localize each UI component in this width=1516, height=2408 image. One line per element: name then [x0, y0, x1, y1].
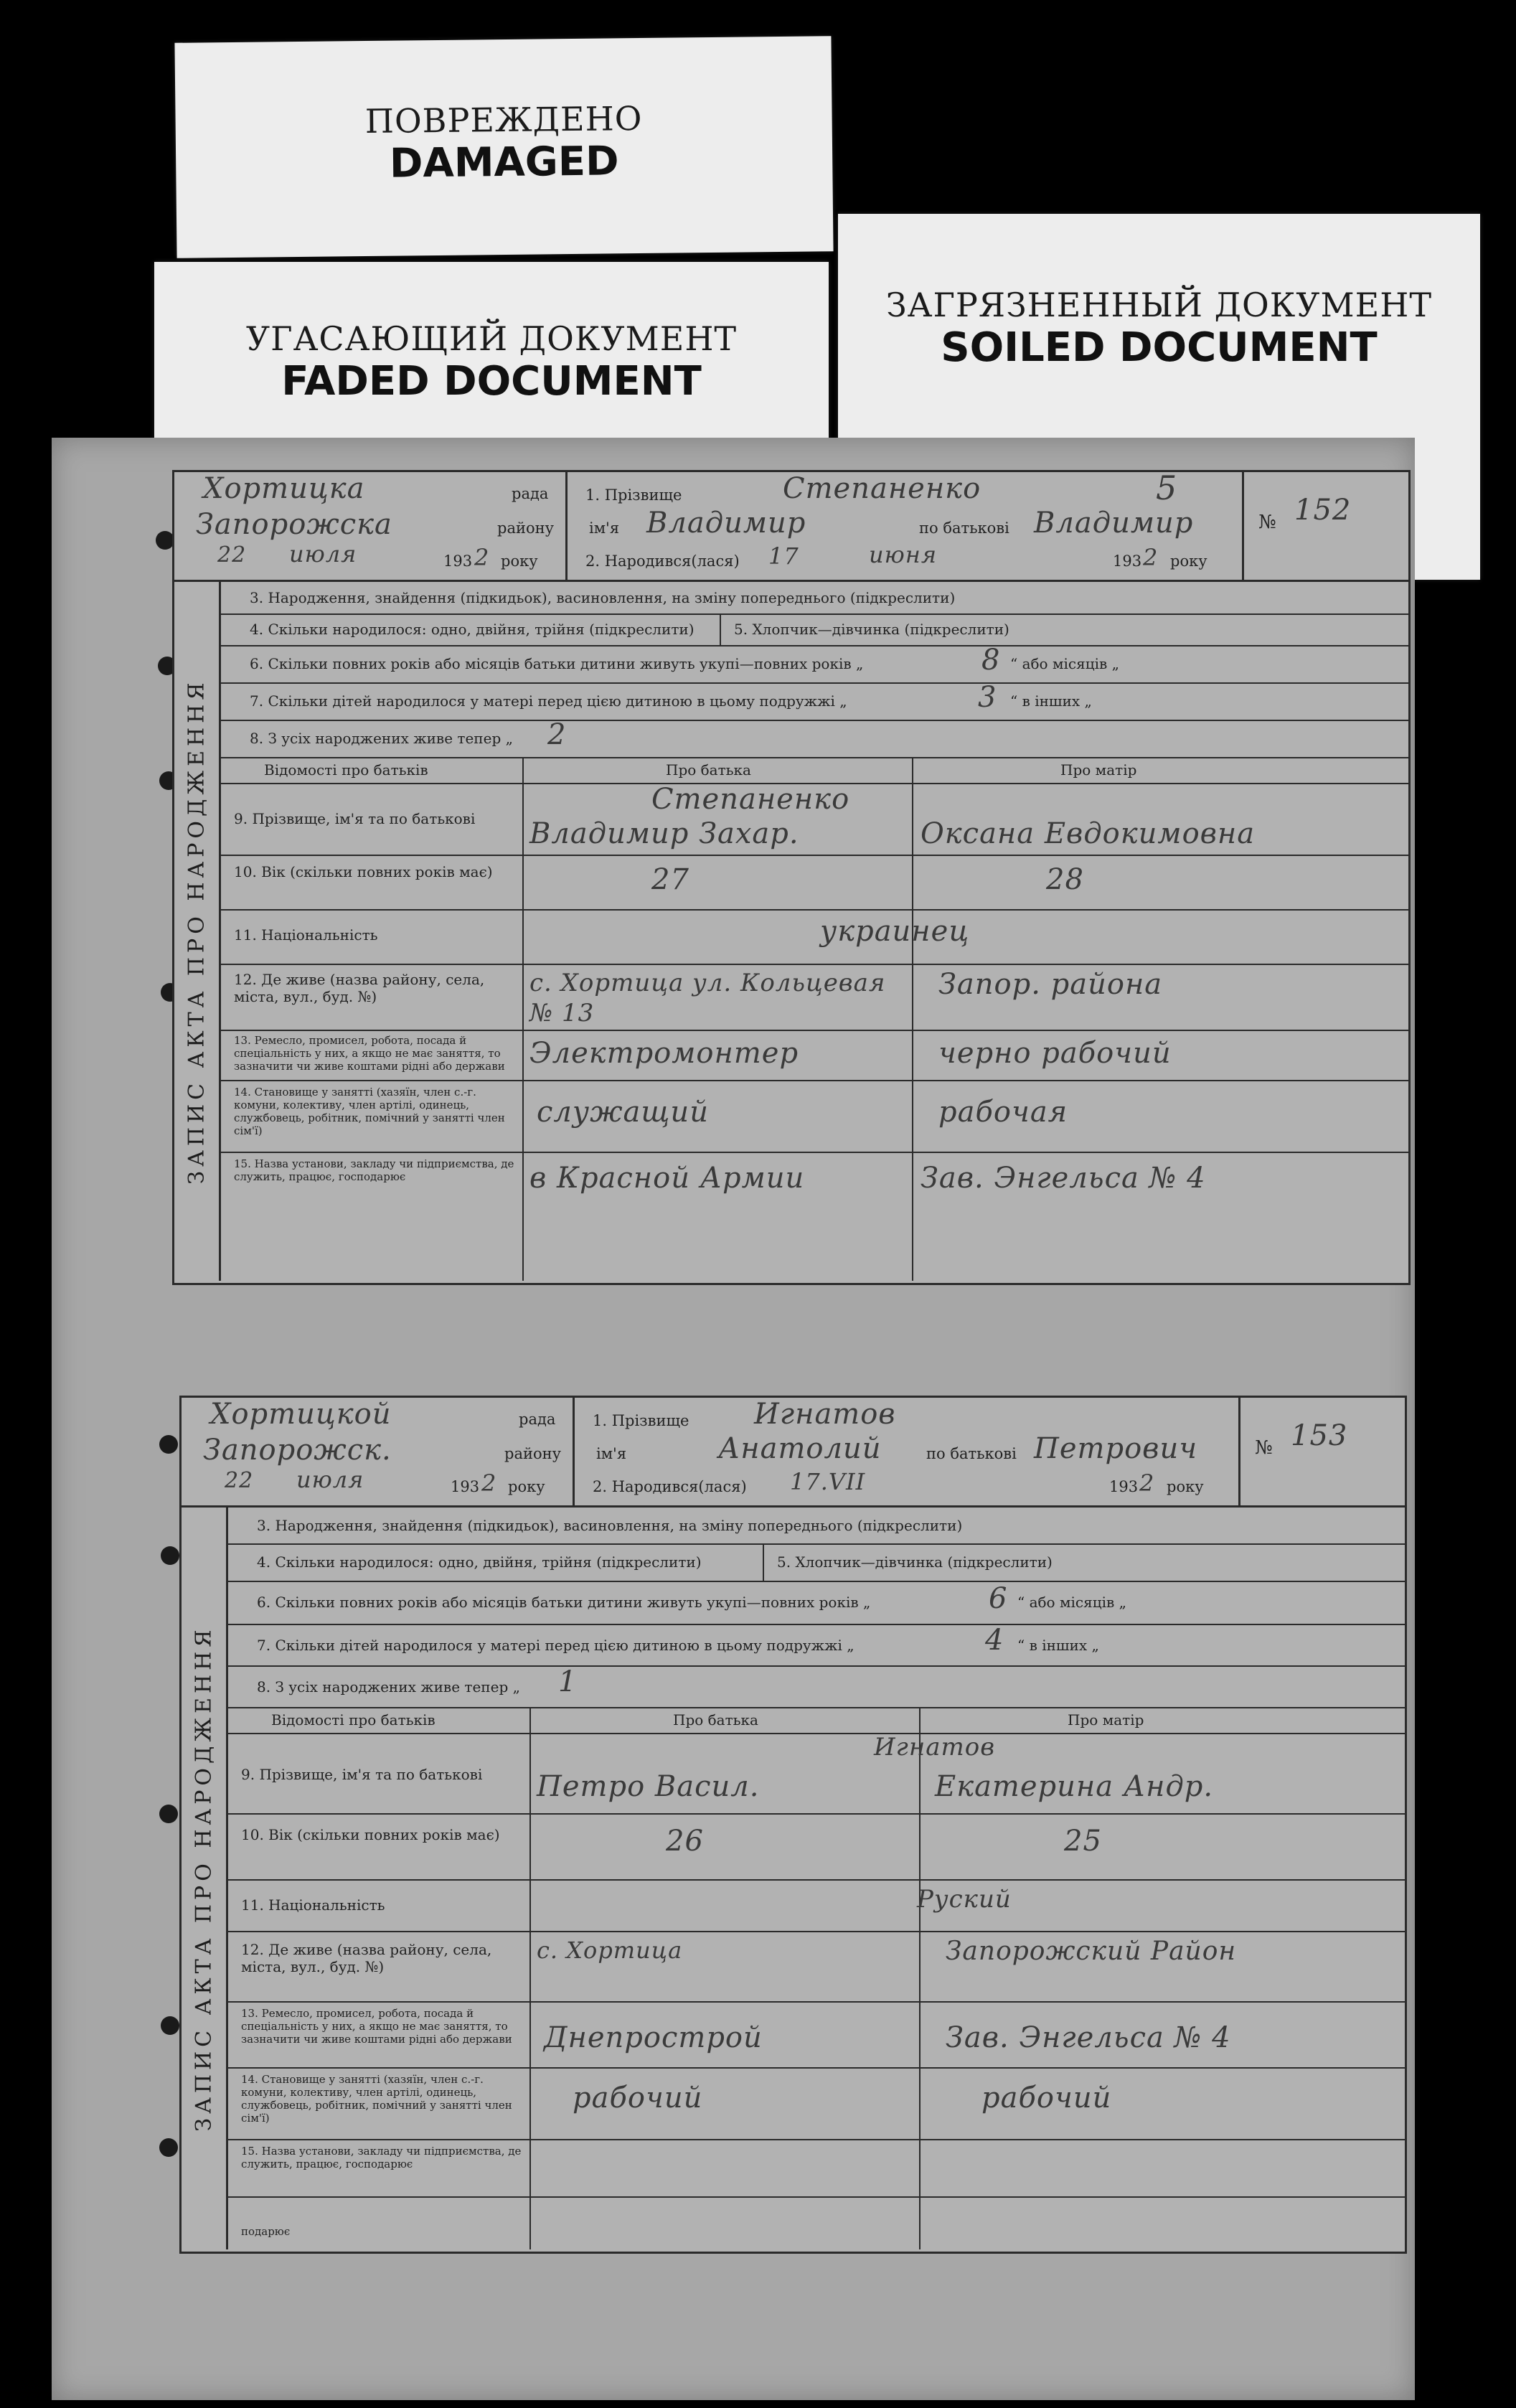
years-together-value: 6: [989, 1582, 1008, 1615]
child-info: [575, 1398, 1240, 1505]
col-mother-header: Про матір: [1060, 761, 1137, 779]
margin-mark: 5: [1156, 469, 1178, 507]
punch-hole: [159, 2138, 178, 2157]
roku-label: року: [1170, 552, 1207, 570]
father-workplace-value: в Красной Армии: [529, 1162, 805, 1195]
roku-label: року: [501, 552, 538, 570]
row-7-others: “ в інших „: [1010, 692, 1092, 710]
record-header: [174, 469, 1408, 582]
child-info: [568, 469, 1244, 580]
row-7: [221, 682, 1408, 721]
mother-job-value: черно рабочий: [938, 1037, 1172, 1070]
row-3-text: 3. Народження, знайдення (підкидьок), васиновлення, на зміну попереднього (підкреслити): [250, 589, 956, 606]
mother-name-value: Оксана Евдокимовна: [921, 817, 1256, 850]
g13-label: 13. Ремесло, промисел, робота, посада й спеціальність у них, а якщо не має заняття, то зазначити чи живе коштами рідні або держави: [234, 1034, 505, 1073]
father-surname-value: Степаненко: [651, 783, 850, 816]
father-address-value: с. Хортица ул. Кольцевая № 13: [529, 969, 886, 1027]
district-value: Запорожска: [196, 508, 392, 541]
child-name-value: Владимир: [646, 507, 806, 540]
g10-label: 10. Вік (скільки повних років має): [234, 863, 493, 880]
row-11: [221, 909, 1408, 965]
children-before-value: 3: [978, 681, 997, 714]
years-together-value: 8: [981, 644, 1001, 677]
soiled-label-ru: ЗАГРЯЗНЕННЫЙ ДОКУМЕНТ: [885, 286, 1433, 324]
row-6-text: 6. Скільки повних років або місяців батьки дитини живуть укупі—повних років „: [250, 655, 864, 672]
mother-address-value: Запорожский Район: [946, 1937, 1237, 1966]
birth-day-value: 17: [768, 542, 799, 570]
row-3-text: 3. Народження, знайдення (підкидьок), васиновлення, на зміну попереднього (підкреслити): [257, 1517, 963, 1534]
surname-label: 1. Прізвище: [593, 1412, 689, 1429]
father-age-value: 27: [651, 863, 689, 896]
year-prefix: 193: [1113, 552, 1142, 570]
roku-label: року: [1167, 1478, 1204, 1495]
patronymic-label: по батькові: [919, 519, 1009, 537]
reg-year-value: 2: [481, 1469, 497, 1497]
roku-label: року: [508, 1478, 545, 1495]
g9-label: 9. Прізвище, ім'я та по батькові: [234, 810, 476, 827]
registration-place: [182, 1398, 575, 1505]
g14-label: 14. Становище у занятті (хазяїн, член с.-г. комуни, колективу, член артілі, одинець, службовець, робітник, помічний у занятті член сім'ї): [234, 1086, 505, 1137]
row-4-text: 4. Скільки народилося: одно, двійня, трійня (підкреслити): [250, 621, 695, 638]
row-8-text: 8. З усіх народжених живе тепер „: [257, 1678, 520, 1696]
g9-label: 9. Прізвище, ім'я та по батькові: [241, 1766, 483, 1783]
mother-status-value: рабочая: [938, 1096, 1068, 1129]
child-surname-value: Степаненко: [783, 472, 981, 505]
row-6: [228, 1581, 1405, 1625]
punch-hole: [161, 2016, 179, 2035]
patronymic-label: по батькові: [926, 1445, 1017, 1462]
record-number: [1240, 1398, 1403, 1505]
row-8: [221, 720, 1408, 758]
mother-address-value: Запор. района: [938, 968, 1163, 1001]
birth-year-value: 2: [1143, 544, 1159, 571]
surname-label: 1. Прізвище: [585, 486, 682, 504]
g15-label: 15. Назва установи, закладу чи підприємства, де служить, працює, господарює: [241, 2145, 522, 2171]
side-title-column: [174, 582, 221, 1281]
mother-name-value: Екатерина Андр.: [935, 1770, 1214, 1803]
row-6: [221, 645, 1408, 684]
damaged-label-en: DAMAGED: [389, 138, 619, 187]
row-7: [228, 1624, 1405, 1667]
row-13: [221, 1030, 1408, 1081]
row-10: [221, 855, 1408, 911]
row-8: [228, 1665, 1405, 1708]
row-15: [228, 2139, 1405, 2198]
record-header: [182, 1398, 1405, 1508]
row-7-text: 7. Скільки дітей народилося у матері перед цією дитиною в цьому подружжі „: [250, 692, 847, 710]
rada-label: рада: [519, 1411, 556, 1428]
mother-job-value: Зав. Энгельса № 4: [946, 2021, 1231, 2054]
birth-month-value: июня: [869, 541, 938, 568]
col-mother-header: Про матір: [1068, 1711, 1144, 1729]
col-father-header: Про батька: [673, 1711, 758, 1729]
row-9: [221, 783, 1408, 856]
mother-status-value: рабочий: [981, 2082, 1112, 2115]
number-sign: №: [1255, 1437, 1273, 1459]
reg-day-value: 22: [217, 542, 247, 568]
damaged-label-card: [174, 36, 833, 258]
side-title: ЗАПИС АКТА ПРО НАРОДЖЕННЯ: [191, 1625, 217, 2132]
row-9: [228, 1733, 1405, 1815]
nationality-value: Руский: [917, 1885, 1012, 1914]
row-7-others: “ в інших „: [1017, 1637, 1099, 1654]
row-15-remnant: [228, 2196, 1405, 2247]
father-job-value: Электромонтер: [529, 1037, 799, 1070]
name-label: ім'я: [589, 519, 620, 537]
raionu-label: району: [497, 519, 554, 537]
reg-month-value: июля: [289, 540, 357, 568]
row-10: [228, 1813, 1405, 1881]
row-12: [228, 1931, 1405, 2003]
birth-date-value: 17.VII: [790, 1468, 866, 1495]
record-number: [1244, 472, 1406, 580]
row-5-text: 5. Хлопчик—дівчинка (підкреслити): [734, 621, 1009, 638]
g11-label: 11. Національність: [234, 926, 378, 944]
faded-label-card: [154, 262, 829, 441]
name-label: ім'я: [596, 1445, 627, 1462]
side-title-column: [182, 1508, 228, 2249]
father-job-value: Днепрострой: [544, 2021, 763, 2054]
father-name-value: Петро Васил.: [537, 1770, 760, 1803]
reg-year-value: 2: [474, 544, 490, 571]
g12-label: 12. Де живе (назва району, села, міста, вул., буд. №): [241, 1941, 492, 1975]
row-13: [228, 2001, 1405, 2069]
row-12: [221, 964, 1408, 1031]
mother-age-value: 25: [1064, 1825, 1102, 1858]
year-prefix: 193: [1109, 1478, 1139, 1495]
g13-label: 13. Ремесло, промисел, робота, посада й спеціальність у них, а якщо не має заняття, то зазначити чи живе коштами рідні або держави: [241, 2007, 512, 2046]
faded-label-en: FADED DOCUMENT: [281, 358, 702, 405]
year-prefix: 193: [443, 552, 473, 570]
born-label: 2. Народився(лася): [593, 1478, 747, 1495]
record-number-value: 152: [1294, 494, 1352, 527]
birth-record-153: [179, 1396, 1407, 2254]
child-patronymic-value: Владимир: [1034, 507, 1194, 540]
punch-hole: [159, 1435, 178, 1454]
soiled-label-en: SOILED DOCUMENT: [941, 324, 1378, 371]
g11-label: 11. Національність: [241, 1896, 385, 1914]
row-4-5: [221, 613, 1408, 646]
father-status-value: рабочий: [573, 2082, 703, 2115]
col-info-header: Відомості про батьків: [264, 761, 428, 779]
birth-record-152: [172, 470, 1411, 1285]
row-14: [228, 2067, 1405, 2140]
row-6-months: “ або місяців „: [1017, 1594, 1126, 1611]
child-name-value: Анатолий: [718, 1432, 882, 1465]
row-5-text: 5. Хлопчик—дівчинка (підкреслити): [777, 1553, 1053, 1571]
side-title: ЗАПИС АКТА ПРО НАРОДЖЕННЯ: [184, 678, 209, 1185]
born-label: 2. Народився(лася): [585, 552, 740, 570]
council-value: Хортицка: [203, 472, 365, 505]
number-sign: №: [1258, 512, 1276, 533]
birth-year-value: 2: [1139, 1469, 1155, 1497]
alive-value: 2: [547, 718, 567, 751]
row-14: [221, 1080, 1408, 1153]
raionu-label: району: [504, 1445, 561, 1462]
row-3: [228, 1508, 1405, 1545]
father-address-value: с. Хортица: [537, 1937, 683, 1964]
g12-label: 12. Де живе (назва району, села, міста, вул., буд. №): [234, 971, 485, 1005]
family-surname-value: Игнатов: [874, 1733, 995, 1762]
col-info-header: Відомості про батьків: [271, 1711, 436, 1729]
cut-off-text: подарює: [241, 2225, 291, 2238]
nationality-value: украинец: [820, 915, 970, 948]
row-6-months: “ або місяців „: [1010, 655, 1119, 672]
faded-label-ru: УГАСАЮЩИЙ ДОКУМЕНТ: [245, 319, 738, 358]
punch-hole: [161, 1546, 179, 1565]
punch-hole: [159, 1805, 178, 1823]
child-surname-value: Игнатов: [754, 1398, 896, 1431]
children-before-value: 4: [985, 1624, 1004, 1657]
g15-label: 15. Назва установи, закладу чи підприємства, де служить, працює, господарює: [234, 1157, 514, 1183]
rada-label: рада: [512, 485, 549, 502]
row-4-text: 4. Скільки народилося: одно, двійня, трійня (підкреслити): [257, 1553, 702, 1571]
row-4-5: [228, 1543, 1405, 1582]
father-age-value: 26: [666, 1825, 704, 1858]
g10-label: 10. Вік (скільки повних років має): [241, 1826, 500, 1843]
mother-age-value: 28: [1046, 863, 1084, 896]
record-number-value: 153: [1291, 1419, 1348, 1452]
damaged-label-ru: ПОВРЕЖДЕНО: [364, 98, 643, 141]
col-father-header: Про батька: [666, 761, 751, 779]
year-prefix: 193: [451, 1478, 480, 1495]
row-8-text: 8. З усіх народжених живе тепер „: [250, 730, 513, 747]
row-6-text: 6. Скільки повних років або місяців батьки дитини живуть укупі—повних років „: [257, 1594, 871, 1611]
g14-label: 14. Становище у занятті (хазяїн, член с.-г. комуни, колективу, член артілі, одинець, службовець, робітник, помічний у занятті член сім'ї): [241, 2073, 512, 2125]
row-15: [221, 1152, 1408, 1208]
mother-workplace-value: Зав. Энгельса № 4: [921, 1162, 1206, 1195]
father-status-value: служащий: [537, 1096, 709, 1129]
registration-place: [174, 472, 568, 580]
reg-month-value: июля: [296, 1466, 364, 1493]
row-7-text: 7. Скільки дітей народилося у матері перед цією дитиною в цьому подружжі „: [257, 1637, 854, 1654]
child-patronymic-value: Петрович: [1034, 1432, 1198, 1465]
reg-day-value: 22: [225, 1468, 254, 1493]
council-value: Хортицкой: [210, 1398, 392, 1431]
row-3: [221, 582, 1408, 615]
father-name-value: Владимир Захар.: [529, 817, 799, 850]
alive-value: 1: [558, 1665, 578, 1698]
district-value: Запорожск.: [203, 1434, 392, 1467]
row-11: [228, 1879, 1405, 1932]
